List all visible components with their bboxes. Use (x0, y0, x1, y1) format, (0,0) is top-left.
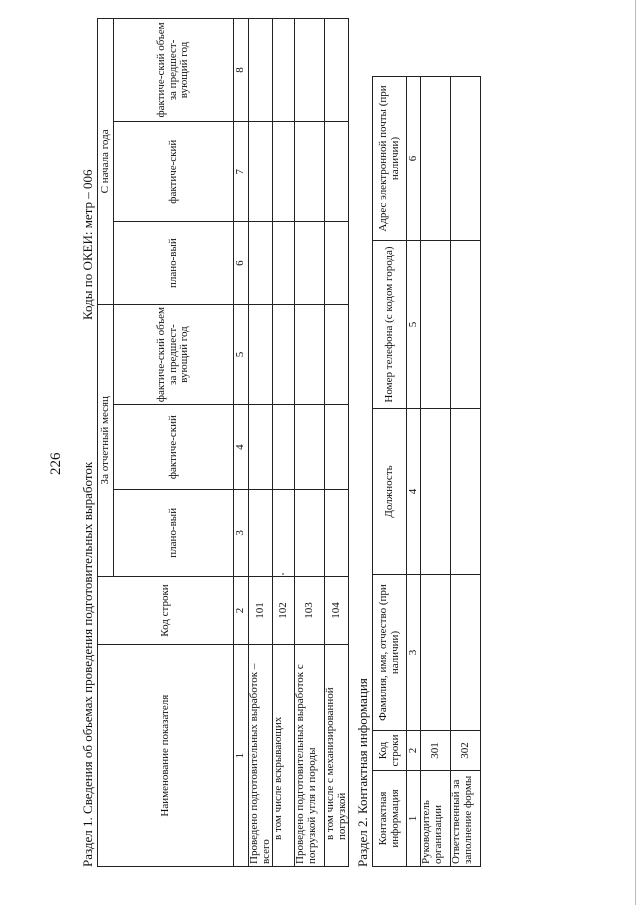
header-indicator-name: Наименование показателя (98, 645, 234, 867)
col-number: 5 (407, 241, 421, 409)
header-reporting-month: За отчетный месяц (98, 304, 114, 576)
section1-title: Раздел 1. Сведения об объемах проведения подготовительных выработок (80, 461, 95, 867)
col-number: 1 (234, 645, 249, 867)
col-number: 8 (234, 19, 249, 122)
row-code: 104 (325, 576, 349, 645)
row-code: 301 (421, 731, 451, 771)
col-number: 2 (234, 576, 249, 645)
table-row (325, 19, 349, 867)
header-planned: плано-вый (114, 222, 234, 304)
header-actual-prev: фактиче-ский объем за предшест-вующий год (114, 19, 234, 122)
col-number: 4 (234, 405, 249, 490)
contact-name: Руководитель организации (421, 771, 451, 867)
header-year-start: С начала года (98, 19, 114, 305)
table-row (295, 19, 325, 867)
row-name: Проведено подготовительных выработок с погрузкой угля и породы (295, 645, 325, 867)
row-code: 103 (295, 576, 325, 645)
header-actual: фактиче-ский (114, 121, 234, 222)
col-number: 4 (407, 409, 421, 575)
col-number: 1 (407, 771, 421, 867)
header-phone: Номер телефона (с кодом города) (373, 241, 407, 409)
header-email: Адрес электронной почты (при наличии) (373, 77, 407, 241)
row-name: в том числе вскрывающих (273, 645, 295, 867)
contact-name: Ответственный за заполнение формы (451, 771, 481, 867)
col-number: 3 (234, 489, 249, 576)
row-name: Проведено подготовительных выработок – всего (249, 645, 273, 867)
table-row (273, 19, 295, 867)
row-code: 102 (273, 576, 295, 645)
table-row (451, 77, 481, 867)
okei-codes: Коды по ОКЕИ: метр – 006 (80, 169, 95, 320)
header-actual-prev: фактиче-ский объем за предшест-вующий год (114, 304, 234, 405)
header-planned: плано-вый (114, 489, 234, 576)
header-position: Должность (373, 409, 407, 575)
section2-title: Раздел 2. Контактная информация (355, 678, 370, 867)
col-number: 7 (234, 121, 249, 222)
header-row-code: Код строки (98, 576, 234, 645)
table-row (421, 77, 451, 867)
section2-table (372, 76, 481, 867)
header-fio: Фамилия, имя, отчество (при наличии) (373, 575, 407, 731)
header-contact: Контактная информация (373, 771, 407, 867)
page-number: 226 (48, 452, 64, 475)
col-number: 5 (234, 304, 249, 405)
col-number: 6 (234, 222, 249, 304)
col-number: 2 (407, 731, 421, 771)
col-number: 3 (407, 575, 421, 731)
col-number: 6 (407, 77, 421, 241)
row-name: в том числе с механизированной погрузкой (325, 645, 349, 867)
table-row (249, 19, 273, 867)
header-actual: фактиче-ский (114, 405, 234, 490)
scan-speck (282, 573, 284, 575)
row-code: 101 (249, 576, 273, 645)
header-row-code: Код строки (373, 731, 407, 771)
row-code: 302 (451, 731, 481, 771)
section1-table (97, 18, 349, 867)
scan-edge-line (635, 0, 636, 905)
